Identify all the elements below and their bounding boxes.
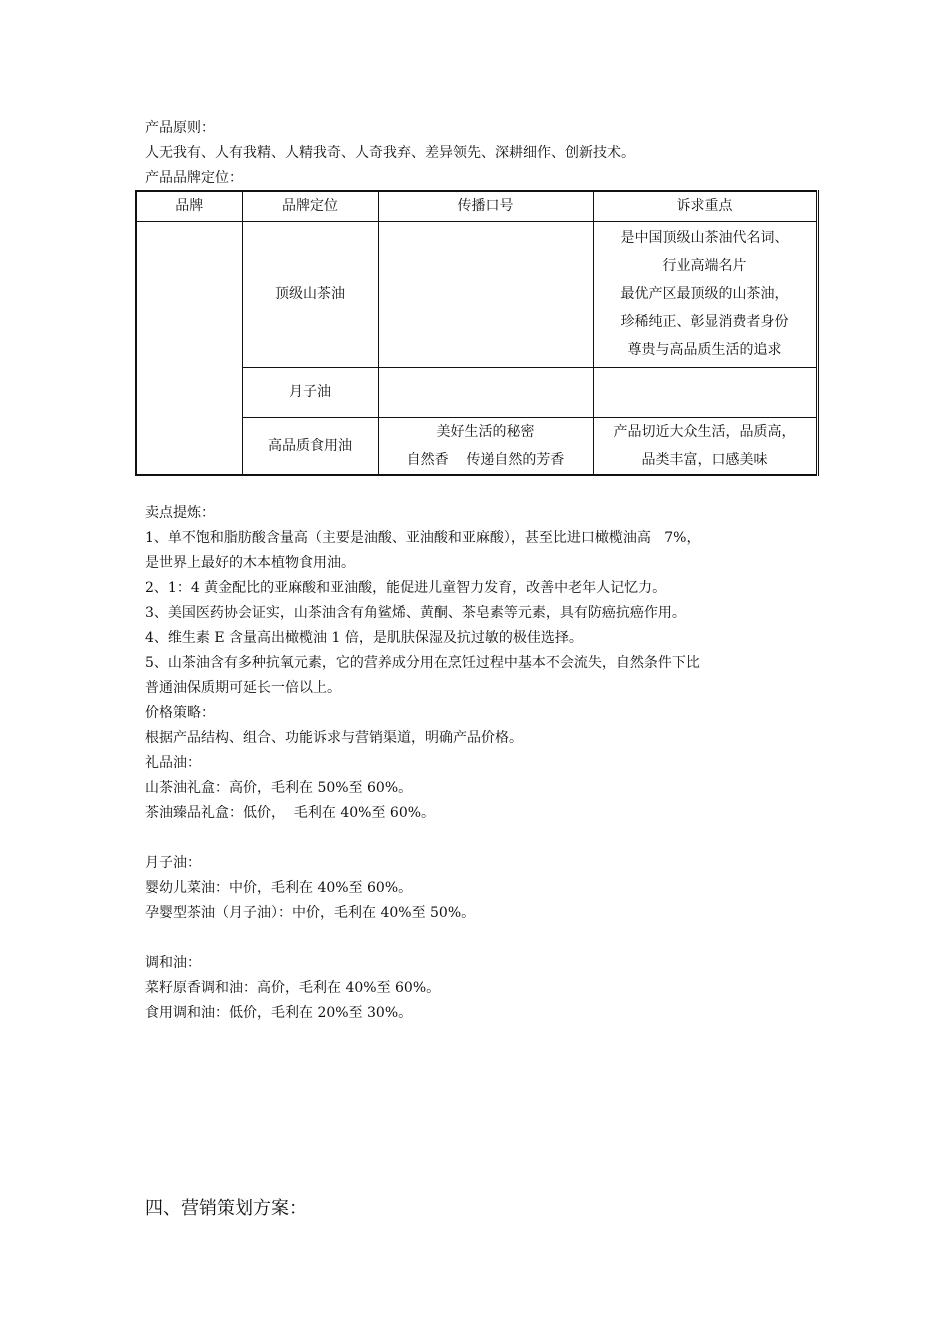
appeal-line: 产品切近大众生活，品质高， xyxy=(613,423,796,440)
appeal-line: 行业高端名片 xyxy=(662,258,747,274)
blend-oil-item: 食用调和油：低价，毛利在 20%至 30%。 xyxy=(145,1005,413,1021)
selling-point-line: 1、单不饱和脂肪酸含量高（主要是油酸、亚油酸和亚麻酸），甚至比进口橄榄油高 7%， xyxy=(145,530,701,546)
header-positioning: 品牌定位 xyxy=(242,191,378,221)
gift-oil-item: 山茶油礼盒：高价，毛利在 50%至 60%。 xyxy=(145,780,413,796)
selling-point-line: 是世界上最好的木本植物食用油。 xyxy=(145,555,355,571)
selling-point-line: 2、1：4 黄金配比的亚麻酸和亚油酸，能促进儿童智力发育，改善中老年人记忆力。 xyxy=(145,580,667,596)
confinement-oil-item: 孕婴型茶油（月子油）：中价，毛利在 40%至 50%。 xyxy=(145,905,476,921)
pricing-intro: 根据产品结构、组合、功能诉求与营销渠道，明确产品价格。 xyxy=(145,730,523,746)
appeal-line: 珍稀纯正、彰显消费者身份 xyxy=(620,314,789,330)
selling-point-line: 4、维生素 E 含量高出橄榄油 1 倍，是肌肤保湿及抗过敏的极佳选择。 xyxy=(145,630,583,646)
appeal-line: 尊贵与高品质生活的追求 xyxy=(627,342,782,358)
table-row xyxy=(136,221,817,367)
section-heading: 四、营销策划方案： xyxy=(145,1198,307,1219)
selling-point-line: 3、美国医药协会证实，山茶油含有角鲨烯、黄酮、茶皂素等元素，具有防癌抗癌作用。 xyxy=(145,605,686,621)
table-header-row xyxy=(136,191,817,221)
brand-cell xyxy=(136,221,242,475)
positioning-cell: 高品质食用油 xyxy=(242,417,378,475)
appeal-line: 品类丰富，口感美味 xyxy=(641,451,768,468)
gift-oil-item: 茶油臻品礼盒：低价， 毛利在 40%至 60%。 xyxy=(145,805,436,821)
appeal-cell xyxy=(593,221,817,367)
selling-point-line: 普通油保质期可延长一倍以上。 xyxy=(145,680,341,696)
positioning-cell: 顶级山茶油 xyxy=(242,221,378,367)
appeal-cell xyxy=(593,367,817,417)
selling-points-title: 卖点提炼： xyxy=(145,505,215,521)
pricing-title: 价格策略： xyxy=(145,705,215,721)
positioning-label: 产品品牌定位： xyxy=(145,170,243,186)
header-appeal: 诉求重点 xyxy=(593,191,817,221)
confinement-oil-title: 月子油： xyxy=(145,855,201,871)
slogan-line: 自然香 传递自然的芳香 xyxy=(406,451,565,468)
appeal-cell xyxy=(593,417,817,475)
header-slogan: 传播口号 xyxy=(378,191,593,221)
confinement-oil-item: 婴幼儿菜油：中价，毛利在 40%至 60%。 xyxy=(145,880,413,896)
blend-oil-title: 调和油： xyxy=(145,955,201,971)
header-brand: 品牌 xyxy=(136,191,242,221)
slogan-line: 美好生活的秘密 xyxy=(436,423,535,440)
slogan-cell xyxy=(378,367,593,417)
positioning-cell: 月子油 xyxy=(242,367,378,417)
slogan-cell xyxy=(378,417,593,475)
principle-text: 人无我有、人有我精、人精我奇、人奇我弃、差异领先、深耕细作、创新技术。 xyxy=(145,145,635,161)
slogan-cell xyxy=(378,221,593,367)
blend-oil-item: 菜籽原香调和油：高价，毛利在 40%至 60%。 xyxy=(145,980,441,996)
principle-label: 产品原则： xyxy=(145,120,215,136)
appeal-line: 是中国顶级山茶油代名词、 xyxy=(620,230,789,246)
appeal-line: 最优产区最顶级的山茶油， xyxy=(620,286,789,302)
gift-oil-title: 礼品油： xyxy=(145,755,201,771)
selling-point-line: 5、山茶油含有多种抗氧元素，它的营养成分用在烹饪过程中基本不会流失，自然条件下比 xyxy=(145,655,700,671)
brand-positioning-table xyxy=(135,190,819,476)
